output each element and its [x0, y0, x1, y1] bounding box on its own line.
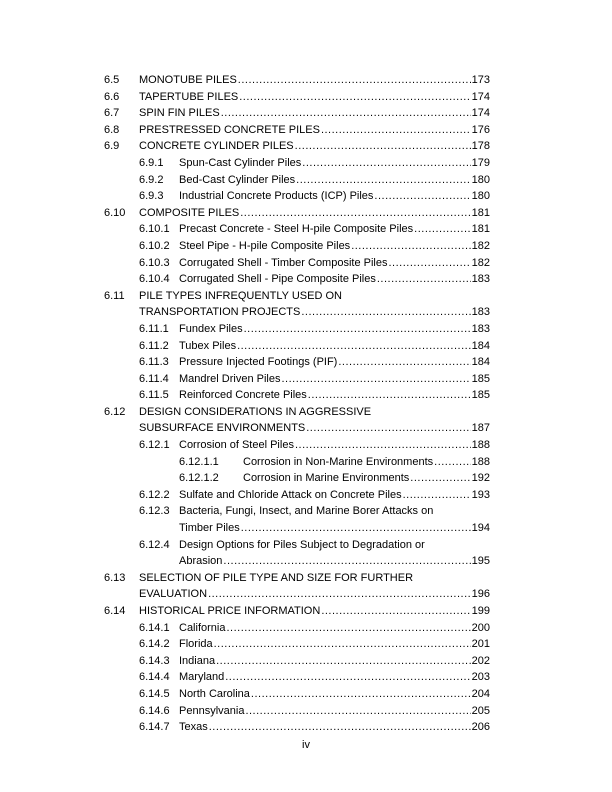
dot-leader	[225, 669, 470, 686]
page-ref: 173	[471, 74, 490, 86]
section-title: PILE TYPES INFREQUENTLY USED ON	[139, 289, 342, 302]
toc-entry[interactable]	[104, 188, 490, 205]
dot-leader	[306, 420, 470, 437]
dot-leader	[338, 354, 470, 371]
section-number: 6.9.2	[139, 173, 164, 186]
toc-entry[interactable]	[104, 72, 490, 89]
section-number: 6.9	[104, 140, 120, 153]
page-ref: 182	[471, 239, 490, 252]
section-title: Spun-Cast Cylinder Piles	[179, 156, 302, 169]
toc-entry[interactable]	[104, 454, 490, 471]
section-number: 6.10.3	[139, 256, 170, 269]
page-ref: 188	[471, 439, 490, 452]
section-title: Corrosion of Steel Piles	[179, 439, 294, 452]
section-number: 6.12.1	[139, 439, 170, 452]
dot-leader	[239, 89, 470, 106]
section-title-continued: SUBSURFACE ENVIRONMENTS	[139, 422, 306, 435]
section-title: Precast Concrete - Steel H-pile Composite Piles	[179, 223, 414, 236]
dot-leader	[374, 188, 470, 205]
toc-entry[interactable]	[104, 288, 490, 305]
dot-leader	[221, 105, 471, 122]
section-title: Corrugated Shell - Timber Composite Piles	[179, 256, 388, 269]
dot-leader	[241, 520, 471, 537]
page-ref: 202	[471, 654, 490, 667]
dot-leader	[214, 636, 471, 653]
section-number: 6.10.4	[139, 273, 170, 286]
section-title: CONCRETE CYLINDER PILES	[139, 140, 294, 153]
section-number: 6.7	[104, 107, 120, 120]
toc-entry[interactable]	[104, 138, 490, 155]
toc-entry[interactable]	[104, 487, 490, 504]
dot-leader	[388, 255, 470, 272]
page-ref: 180	[471, 173, 490, 186]
page-ref: 183	[471, 322, 490, 335]
section-title: Steel Pipe - H-pile Composite Piles	[179, 239, 351, 252]
page-ref: 199	[471, 605, 490, 617]
toc-entry[interactable]	[104, 89, 490, 106]
toc-entry[interactable]	[104, 321, 490, 338]
section-number: 6.14.1	[139, 621, 170, 634]
toc-entry[interactable]	[104, 603, 490, 620]
dot-leader	[281, 371, 470, 388]
page-ref: 201	[471, 638, 490, 651]
section-title: Bed-Cast Cylinder Piles	[179, 173, 296, 186]
page-ref: 183	[471, 306, 490, 319]
dot-leader	[244, 321, 471, 338]
page-ref: 205	[471, 704, 490, 717]
toc-entry-continuation[interactable]	[104, 420, 490, 437]
page-ref: 174	[471, 107, 490, 120]
toc-entry[interactable]	[104, 620, 490, 637]
page-ref: 183	[471, 273, 490, 286]
toc-entry[interactable]	[104, 338, 490, 355]
section-title: MONOTUBE PILES	[139, 74, 237, 86]
toc-entry[interactable]	[104, 354, 490, 371]
dot-leader	[216, 653, 471, 670]
toc-entry[interactable]	[104, 255, 490, 272]
toc-entry[interactable]	[104, 686, 490, 703]
section-title: Industrial Concrete Products (ICP) Piles	[179, 190, 374, 203]
dot-leader	[321, 122, 471, 139]
page-number: iv	[302, 739, 310, 751]
dot-leader	[245, 703, 470, 720]
section-title-continued: Timber Piles	[179, 522, 240, 535]
section-number: 6.9.1	[139, 156, 164, 169]
page-ref: 185	[471, 372, 490, 385]
page-ref: 188	[471, 455, 490, 468]
toc-entry[interactable]	[104, 404, 490, 421]
section-number: 6.10.1	[139, 223, 170, 236]
dot-leader	[237, 338, 471, 355]
toc-entry-continuation[interactable]	[104, 520, 490, 537]
toc-entry[interactable]	[104, 105, 490, 122]
section-number: 6.12.1.2	[179, 472, 219, 485]
toc-entry[interactable]	[104, 371, 490, 388]
table-of-contents	[104, 72, 490, 736]
section-number: 6.10.2	[139, 239, 170, 252]
page-ref: 180	[471, 190, 490, 203]
dot-leader	[351, 238, 470, 255]
toc-entry[interactable]	[104, 570, 490, 587]
dot-leader	[223, 553, 470, 570]
page-ref: 181	[471, 223, 490, 236]
dot-leader	[226, 620, 470, 637]
page-ref: 185	[471, 389, 490, 402]
section-title: Florida	[179, 638, 213, 651]
section-number: 6.14.4	[139, 671, 170, 684]
dot-leader	[377, 271, 471, 288]
page-ref: 184	[471, 339, 490, 352]
section-number: 6.9.3	[139, 190, 164, 203]
toc-entry[interactable]	[104, 437, 490, 454]
dot-leader	[295, 138, 471, 155]
page-ref: 193	[471, 488, 490, 501]
dot-leader	[403, 487, 471, 504]
section-number: 6.6	[104, 90, 120, 103]
section-title: SPIN FIN PILES	[139, 107, 220, 120]
section-title: Tubex Piles	[179, 339, 237, 352]
section-title: Design Options for Piles Subject to Degradation or	[179, 538, 425, 551]
section-title: Indiana	[179, 654, 216, 667]
section-number: 6.12.1.1	[179, 455, 219, 468]
section-title-continued: Abrasion	[179, 555, 223, 568]
section-title: North Carolina	[179, 687, 250, 700]
page-ref: 178	[471, 140, 490, 153]
section-title: Maryland	[179, 671, 225, 684]
dot-leader	[251, 686, 471, 703]
toc-entry[interactable]	[104, 653, 490, 670]
section-title: PRESTRESSED CONCRETE PILES	[139, 123, 320, 136]
toc-entry-continuation[interactable]	[104, 553, 490, 570]
section-title: Texas	[179, 721, 208, 734]
section-title: DESIGN CONSIDERATIONS IN AGGRESSIVE	[139, 405, 372, 418]
toc-entry[interactable]	[104, 636, 490, 653]
dot-leader	[295, 437, 471, 454]
section-number: 6.11.3	[139, 356, 169, 369]
toc-entry[interactable]	[104, 155, 490, 172]
toc-entry[interactable]	[104, 172, 490, 189]
toc-entry[interactable]	[104, 537, 490, 554]
section-number: 6.13	[104, 571, 126, 584]
section-number: 6.12.2	[139, 488, 170, 501]
section-title: HISTORICAL PRICE INFORMATION	[139, 605, 321, 617]
section-number: 6.14.3	[139, 654, 170, 667]
section-number: 6.14.2	[139, 638, 170, 651]
toc-entry[interactable]	[104, 205, 490, 222]
dot-leader	[209, 719, 471, 736]
section-title: Mandrel Driven Piles	[179, 372, 281, 385]
section-title: Bacteria, Fungi, Insect, and Marine Borer Attacks on	[179, 505, 434, 518]
dot-leader	[301, 304, 470, 321]
section-number: 6.12.3	[139, 505, 170, 518]
section-title: Pressure Injected Footings (PIF)	[179, 356, 338, 369]
page-ref: 184	[471, 356, 490, 369]
section-number: 6.14.5	[139, 687, 170, 700]
page-ref: 200	[471, 621, 490, 634]
dot-leader	[208, 586, 471, 603]
section-title: Fundex Piles	[179, 322, 243, 335]
page-ref: 187	[471, 422, 490, 435]
section-number: 6.14	[104, 605, 126, 617]
page-ref: 181	[471, 206, 490, 219]
toc-entry[interactable]	[104, 221, 490, 238]
toc-entry[interactable]	[104, 470, 490, 487]
section-number: 6.11.1	[139, 322, 169, 335]
section-title-continued: EVALUATION	[139, 588, 208, 601]
page-ref: 206	[471, 721, 490, 734]
dot-leader	[414, 221, 470, 238]
page-ref: 204	[471, 687, 490, 700]
section-number: 6.14.7	[139, 721, 170, 734]
toc-entry-continuation[interactable]	[104, 586, 490, 603]
section-number: 6.12	[104, 405, 126, 418]
dot-leader	[321, 603, 470, 620]
toc-entry[interactable]	[104, 669, 490, 686]
toc-entry[interactable]	[104, 703, 490, 720]
section-title: COMPOSITE PILES	[139, 206, 240, 219]
toc-entry[interactable]	[104, 122, 490, 139]
dot-leader	[302, 155, 470, 172]
page-ref: 179	[471, 156, 490, 169]
section-number: 6.11.4	[139, 372, 169, 385]
section-title: Pennsylvania	[179, 704, 245, 717]
section-title: Sulfate and Chloride Attack on Concrete Piles	[179, 488, 402, 501]
section-title: California	[179, 621, 226, 634]
page-ref: 182	[471, 256, 490, 269]
section-title: SELECTION OF PILE TYPE AND SIZE FOR FURTHER	[139, 571, 414, 584]
dot-leader	[296, 172, 470, 189]
toc-entry[interactable]	[104, 238, 490, 255]
section-number: 6.11	[104, 289, 125, 302]
section-title: Reinforced Concrete Piles	[179, 389, 307, 402]
page-ref: 203	[471, 671, 490, 684]
dot-leader	[308, 387, 471, 404]
section-number: 6.11.5	[139, 389, 169, 402]
section-number: 6.11.2	[139, 339, 169, 352]
section-title-continued: TRANSPORTATION PROJECTS	[139, 306, 301, 319]
dot-leader	[240, 205, 470, 222]
dot-leader	[434, 454, 471, 471]
section-number: 6.10	[104, 206, 126, 219]
section-number: 6.5	[104, 74, 120, 86]
page-ref: 176	[471, 123, 490, 136]
page-ref: 192	[471, 472, 490, 485]
section-number: 6.14.6	[139, 704, 170, 717]
page-ref: 196	[471, 588, 490, 601]
toc-entry-continuation[interactable]	[104, 304, 490, 321]
toc-entry[interactable]	[104, 387, 490, 404]
toc-entry[interactable]	[104, 719, 490, 736]
section-number: 6.12.4	[139, 538, 170, 551]
toc-entry[interactable]	[104, 503, 490, 520]
section-title: Corrugated Shell - Pipe Composite Piles	[179, 273, 376, 286]
dot-leader	[410, 470, 470, 487]
section-title: Corrosion in Marine Environments	[243, 472, 410, 485]
page-ref: 195	[471, 555, 490, 568]
dot-leader	[238, 72, 471, 89]
section-title: Corrosion in Non-Marine Environments	[243, 455, 434, 468]
page-ref: 174	[471, 90, 490, 103]
section-title: TAPERTUBE PILES	[139, 90, 239, 103]
page-ref: 194	[471, 522, 490, 535]
section-number: 6.8	[104, 123, 120, 136]
toc-entry[interactable]	[104, 271, 490, 288]
